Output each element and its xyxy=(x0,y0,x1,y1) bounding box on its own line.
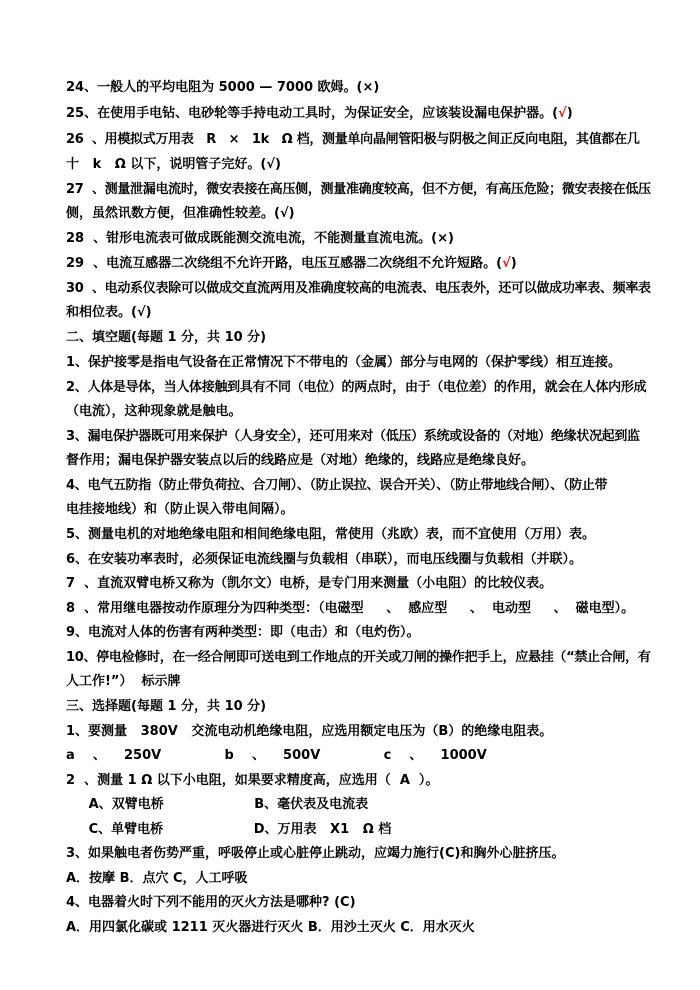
fill-question-8: 8 、常用继电器按动作原理分为四种类型：（电磁型 、 感应型 、 电动型 、 磁电型）。 xyxy=(66,601,635,616)
choice-question-2: 2 、测量 1 Ω 以下小电阻，如果要求精度高，应选用（ A ）。 xyxy=(66,773,439,788)
fill-question-3-line2: 督作用；漏电保护器安装点以后的线路应是（对地）绝缘的，线路应是绝缘良好。 xyxy=(66,453,535,468)
tf-question-24: 24、一般人的平均电阻为 5000 — 7000 欧姆。(×) xyxy=(66,80,380,95)
tf-question-26-line1: 26 、用模拟式万用表 R × 1k Ω 档，测量单向晶闸管阳极与阴极之间正反向电阻，其值都在几 xyxy=(66,132,640,147)
choice-question-1: 1、要测量 380V 交流电动机绝缘电阻，应选用额定电压为（B）的绝缘电阻表。 xyxy=(66,724,553,739)
section-heading-multiple-choice: 三、选择题(每题 1 分，共 10 分) xyxy=(66,699,267,714)
choice-question-4-options: A．用四氯化碳或 1211 灭火器进行灭火 B．用沙土灭火 C．用水灭火 xyxy=(66,920,475,935)
question-text: 25、在使用手电钻、电砂轮等手持电动工具时，为保证安全，应该装设漏电保护器。( xyxy=(66,106,559,121)
fill-question-2-line2: （电流），这种现象就是触电。 xyxy=(66,404,242,419)
tf-question-25 xyxy=(66,106,573,122)
tf-question-28: 28 、钳形电流表可做成既能测交流电流，不能测量直流电流。(×) xyxy=(66,231,454,246)
fill-question-6: 6、在安装功率表时，必须保证电流线圈与负载相（串联），而电压线圈与负载相（并联）。 xyxy=(66,552,583,567)
fill-question-3-line1: 3、漏电保护器既可用来保护（人身安全），还可用来对（低压）系统或设备的（对地）绝缘状况起到监 xyxy=(66,429,640,444)
choice-question-3-options: A．按摩 B．点穴 C，人工呼吸 xyxy=(66,871,248,886)
tf-question-30-line1: 30 、电动系仪表除可以做成交直流两用及准确度较高的电流表、电压表外，还可以做成功率表、频率表 xyxy=(66,281,651,296)
choice-question-1-options: a 、 250V b 、 500V c 、 1000V xyxy=(66,748,487,763)
choice-question-3: 3、如果触电者伤势严重，呼吸停止或心脏停止跳动，应竭力施行(C)和胸外心脏挤压。 xyxy=(66,846,565,861)
choice-question-2-options-ab: A、双臂电桥 B、毫伏表及电流表 xyxy=(66,797,369,812)
fill-question-10-line2: 人工作!”） 标示牌 xyxy=(66,674,181,689)
fill-question-5: 5、测量电机的对地绝缘电阻和相间绝缘电阻，常使用（兆欧）表，而不宜使用（万用）表。 xyxy=(66,527,596,542)
fill-question-10-line1: 10、停电检修时，在一经合闸即可送电到工作地点的开关或刀闸的操作把手上，应悬挂（“禁止合闸，有 xyxy=(66,650,651,665)
question-text: 29 、电流互感器二次绕组不允许开路，电压互感器二次绕组不允许短路。( xyxy=(66,256,503,271)
fill-question-4-line1: 4、电气五防指（防止带负荷拉、合刀闸）、（防止误拉、误合开关）、（防止带地线合闸）、（防止带 xyxy=(66,478,608,493)
fill-question-7: 7 、直流双臂电桥又称为（凯尔文）电桥，是专门用来测量（小电阻）的比较仪表。 xyxy=(66,576,553,591)
paren-close: ) xyxy=(566,106,573,121)
tf-question-29 xyxy=(66,256,517,272)
section-heading-fill-in: 二、填空题(每题 1 分，共 10 分) xyxy=(66,330,267,345)
tf-question-27-line1: 27 、测量泄漏电流时，微安表接在高压侧，测量准确度较高，但不方便，有高压危险；微安表接在低压 xyxy=(66,182,651,197)
red-check-mark: √ xyxy=(502,256,511,271)
tf-question-30-line2: 和相位表。(√) xyxy=(66,305,152,320)
tf-question-26-line2: 十 k Ω 以下，说明管子完好。(√) xyxy=(66,157,281,172)
choice-question-2-options-cd: C、单臂电桥 D、万用表 X1 Ω 档 xyxy=(66,822,392,837)
choice-question-4: 4、电器着火时下列不能用的灭火方法是哪种? (C) xyxy=(66,895,356,910)
red-check-mark: √ xyxy=(558,106,567,121)
fill-question-2-line1: 2、人体是导体，当人体接触到具有不同（电位）的两点时，由于（电位差）的作用，就会在人体内形成 xyxy=(66,380,647,395)
fill-question-9: 9、电流对人体的伤害有两种类型：即（电击）和（电灼伤）。 xyxy=(66,625,420,640)
fill-question-4-line2: 电挂接地线）和（防止误入带电间隔）。 xyxy=(66,502,294,517)
paren-close: ) xyxy=(510,256,517,271)
tf-question-27-line2: 侧，虽然讯数方便，但准确性较差。(√) xyxy=(66,206,295,221)
fill-question-1: 1、保护接零是指电气设备在正常情况下不带电的（金属）部分与电网的（保护零线）相互连接。 xyxy=(66,355,622,370)
